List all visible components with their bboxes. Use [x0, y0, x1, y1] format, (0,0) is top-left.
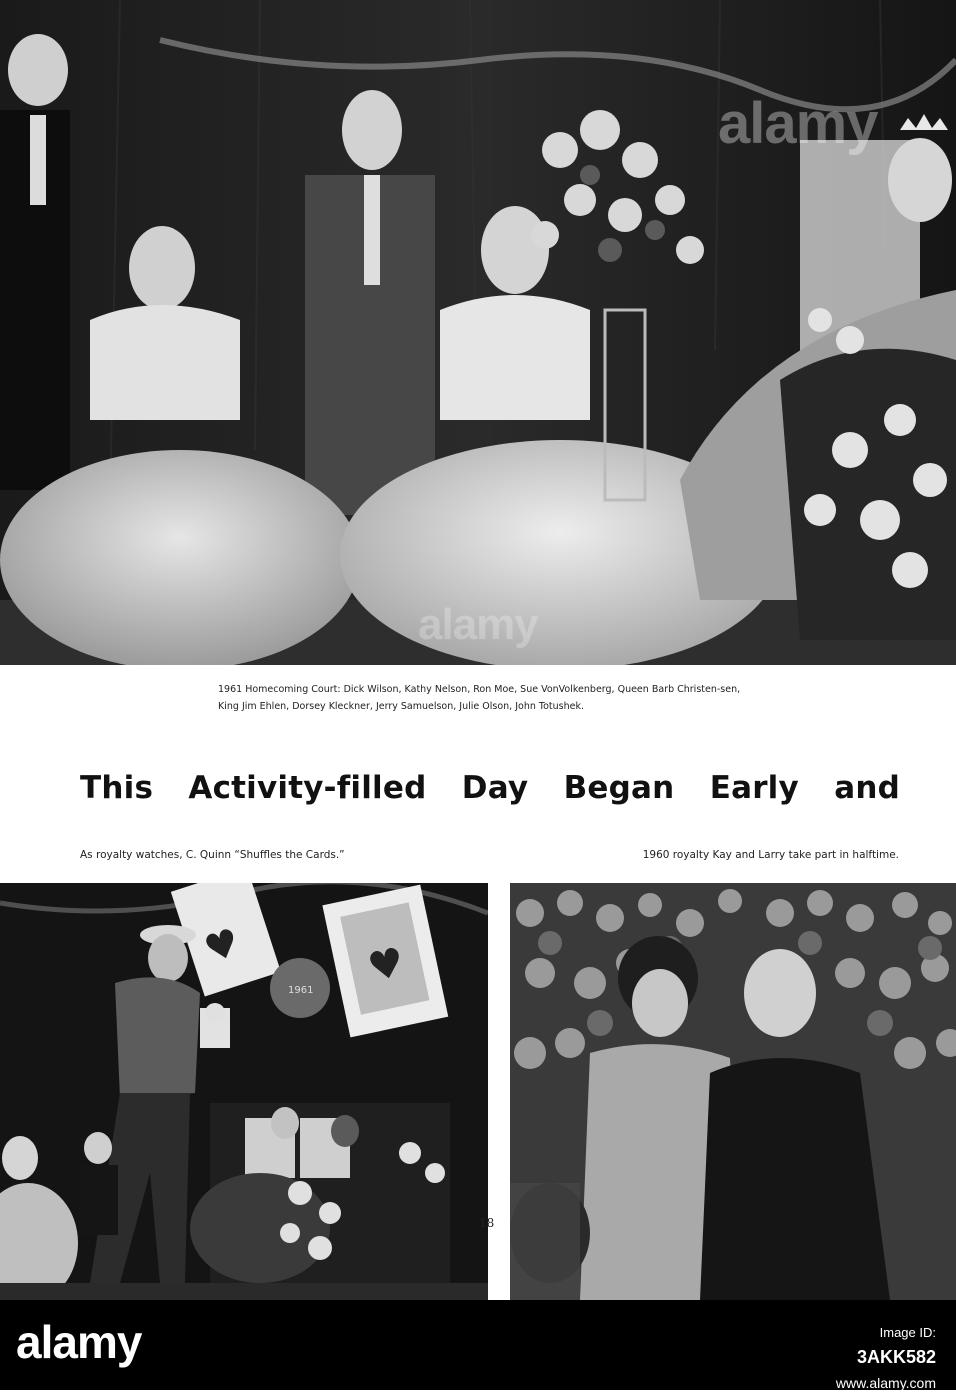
- alamy-url: www.alamy.com: [835, 1375, 936, 1391]
- homecoming-court-photo: [0, 0, 956, 665]
- svg-text:♥: ♥: [198, 919, 245, 972]
- watermark-text: alamy: [718, 91, 878, 156]
- banner-year: 1961: [288, 985, 314, 996]
- right-photo-caption: 1960 royalty Kay and Larry take part in halftime.: [642, 849, 899, 861]
- footer-bar: [0, 1300, 956, 1390]
- svg-text:♥: ♥: [363, 939, 409, 992]
- headline-word: This: [80, 770, 154, 806]
- page-headline: [80, 770, 900, 806]
- halftime-crowd-photo: [510, 883, 956, 1300]
- shuffle-cards-photo: [0, 883, 488, 1300]
- image-id-block: [836, 1321, 936, 1396]
- left-photo-caption: As royalty watches, C. Quinn “Shuffles the Cards.”: [80, 849, 345, 861]
- headline-word: Began: [563, 770, 675, 806]
- headline-word: Early: [709, 770, 799, 806]
- alamy-logo: alamy: [16, 1316, 142, 1368]
- image-id-value: 3AKK582: [856, 1347, 936, 1367]
- page-number: 18: [479, 1216, 495, 1230]
- image-id-label: Image ID:: [879, 1325, 936, 1340]
- headline-word: and: [834, 770, 900, 806]
- headline-word: Activity-filled: [188, 770, 427, 806]
- court-caption: 1961 Homecoming Court: Dick Wilson, Kathy Nelson, Ron Moe, Sue VonVolkenberg, Queen Barb Christen-sen, King Jim Ehlen, Dorsey Kleckner, Jerry Samuelson, Julie Olson, John Totushek.: [218, 684, 741, 712]
- headline-word: Day: [461, 770, 529, 806]
- watermark-text-secondary: alamy: [418, 600, 538, 649]
